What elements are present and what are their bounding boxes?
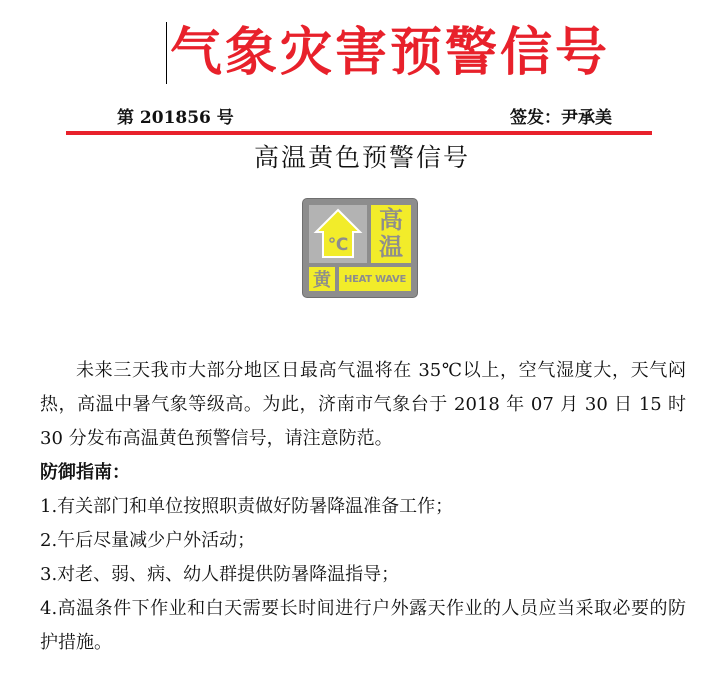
sign-level-label: 黄: [309, 267, 335, 291]
text-cursor: [166, 22, 167, 84]
defense-guide-heading: 防御指南：: [40, 462, 130, 483]
document-signer: 签发：尹承美: [510, 108, 612, 128]
sign-english-label: HEAT WAVE: [339, 267, 411, 291]
thermometer-house-icon: [309, 205, 367, 263]
celsius-label: ℃: [327, 235, 349, 255]
warning-paragraph: 未来三天我市大部分地区日最高气温将在 35℃以上，空气湿度大，天气闷热，高温中暑气象等级高。为此，济南市气象台于 2018 年 07 月 30 日 15 时 30 分发布高温黄色预警信号，请注意防范。: [40, 360, 686, 449]
guide-item: 3.对老、弱、病、幼人群提供防暑降温指导；: [40, 564, 400, 585]
warning-subtitle: 高温黄色预警信号: [253, 143, 470, 172]
guide-item: 4.高温条件下作业和白天需要长时间进行户外露天作业的人员应当采取必要的防护措施。: [40, 598, 686, 653]
warning-body: [40, 354, 686, 660]
sign-char-bottom: 温: [379, 233, 403, 261]
guide-item: 1.有关部门和单位按照职责做好防暑降温准备工作；: [40, 496, 454, 517]
document-title: 气象灾害预警信号: [170, 23, 611, 83]
guide-item: 2.午后尽量减少户外活动；: [40, 530, 256, 551]
sign-char-top: 高: [379, 206, 403, 234]
sign-chinese-text: [371, 205, 411, 263]
header-divider: [66, 131, 652, 135]
heat-wave-warning-sign: [303, 199, 417, 297]
house-thermometer-icon: [309, 205, 367, 263]
document-number: 第 201856 号: [117, 108, 234, 128]
